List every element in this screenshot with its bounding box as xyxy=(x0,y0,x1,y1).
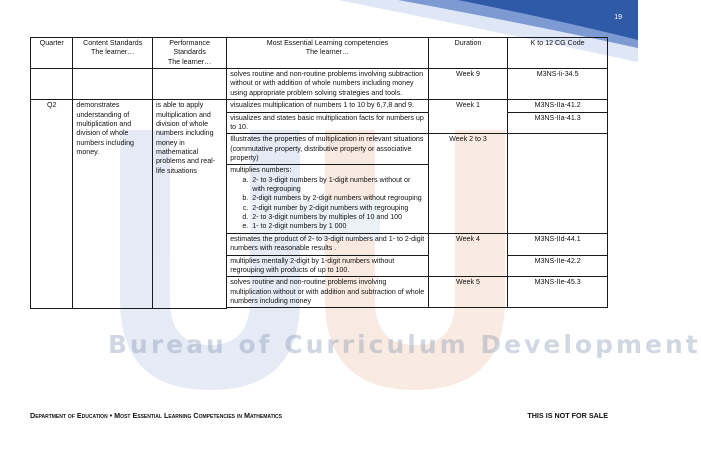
table-row xyxy=(31,69,608,100)
code-cell: M3NS-IIe-45.3 xyxy=(508,277,608,308)
competency-cell xyxy=(227,165,429,234)
mels-table xyxy=(30,37,608,309)
list-item: a. 2- to 3-digit numbers by 1-digit numbers without or with regrouping xyxy=(250,176,425,195)
competency-intro: multiplies numbers: xyxy=(230,166,292,175)
header-duration: Duration xyxy=(428,38,508,69)
page-number: 19 xyxy=(614,14,622,21)
code-cell: M3NS-IIa-41.3 xyxy=(508,112,608,134)
competency-cell: solves routine and non-routine problems involving multiplication without or with addition and subtraction of whole numbers including money xyxy=(227,277,429,308)
code-cell: M3NS-IIa-41.2 xyxy=(508,100,608,112)
code-cell: M3NS-Ii-34.5 xyxy=(508,69,608,100)
code-cell-empty xyxy=(508,134,608,234)
table-row xyxy=(31,100,608,112)
list-item: d. 2- to 3-digit numbers by multiples of 10 and 100 xyxy=(250,213,425,222)
competency-sublist xyxy=(230,176,425,232)
competency-cell: visualizes and states basic multiplication facts for numbers up to 10. xyxy=(227,112,429,134)
duration-cell: Week 2 to 3 xyxy=(428,134,508,234)
quarter-cell: Q2 xyxy=(31,100,73,309)
footer-right: THIS IS NOT FOR SALE xyxy=(527,411,608,420)
table-header-row xyxy=(31,38,608,69)
competency-cell: solves routine and non-routine problems involving subtraction without or with addition of whole numbers including money using appropriate problem solving strategies and tools. xyxy=(227,69,429,100)
page-footer xyxy=(30,411,608,420)
duration-cell: Week 4 xyxy=(428,233,508,276)
footer-left: Department of Education • Most Essential Learning Competencies in Mathematics xyxy=(30,411,283,420)
code-cell: M3NS-IIe-42.2 xyxy=(508,255,608,277)
code-cell: M3NS-IId-44.1 xyxy=(508,233,608,255)
list-item: c. 2-digit number by 2-digit numbers with regrouping xyxy=(250,204,425,213)
content-standard-cell: demonstrates understanding of multiplication and division of whole numbers including money. xyxy=(73,100,153,309)
header-competencies: Most Essential Learning competencies The learner… xyxy=(227,38,429,69)
header-code: K to 12 CG Code xyxy=(508,38,608,69)
list-item: e. 1- to 2-digit numbers by 1 000 xyxy=(250,222,425,231)
list-item: b. 2-digit numbers by 2-digit numbers without regrouping xyxy=(250,194,425,203)
duration-cell: Week 1 xyxy=(428,100,508,134)
competency-cell: visualizes multiplication of numbers 1 to 10 by 6,7,8 and 9. xyxy=(227,100,429,112)
header-content-standards: Content Standards The learner… xyxy=(73,38,153,69)
duration-cell: Week 9 xyxy=(428,69,508,100)
performance-standard-cell: is able to apply multiplication and division of whole numbers including money in mathematical problems and real-life situations xyxy=(152,100,226,309)
competency-cell: Illustrates the properties of multiplication in relevant situations (commutative property, distributive property or associative property) xyxy=(227,134,429,165)
watermark-text: Bureau of Curriculum Development xyxy=(108,330,701,359)
competency-cell: estimates the product of 2- to 3-digit numbers and 1- to 2-digit numbers with reasonable results . xyxy=(227,233,429,255)
header-quarter: Quarter xyxy=(31,38,73,69)
header-performance-standards: Performance Standards The learner… xyxy=(152,38,226,69)
duration-cell: Week 5 xyxy=(428,277,508,308)
competency-cell: multiplies mentally 2-digit by 1-digit numbers without regrouping with products of up to 100. xyxy=(227,255,429,277)
